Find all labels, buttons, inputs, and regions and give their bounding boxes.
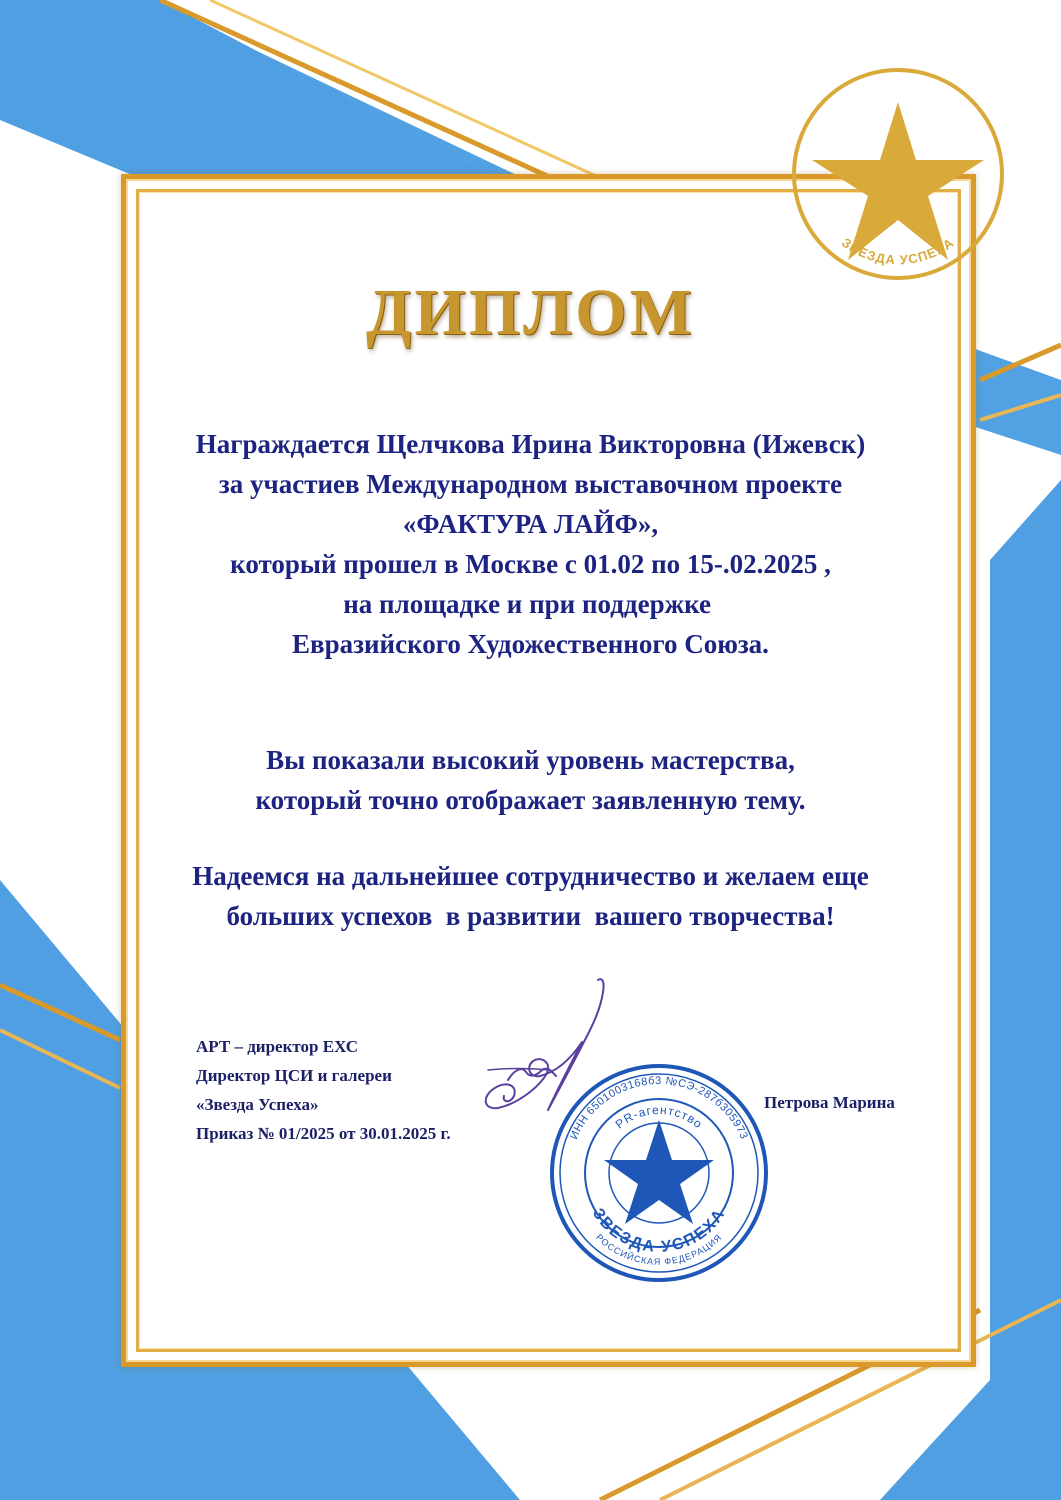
diploma-title: ДИПЛОМ: [366, 276, 695, 349]
stamp-center-text: ЗВЕЗДА УСПЕХА: [588, 1205, 730, 1256]
award-line: Евразийского Художественного Союза.: [292, 629, 769, 659]
stamp-star-icon: [604, 1120, 714, 1224]
wish-text: [0, 856, 1061, 936]
stamp-outer-text: ИНН 6501003168б3 №СЭ-287б305973: [568, 1074, 750, 1142]
award-line: Награждается Щелчкова Ирина Викторовна (Ижевск): [195, 429, 866, 459]
praise-line: Вы показали высокий уровень мастерства,: [266, 745, 795, 775]
gold-star-icon: [812, 102, 984, 260]
award-text: [0, 424, 1061, 664]
signatory-block: [196, 1032, 451, 1148]
star-emblem-logo: [788, 64, 1008, 284]
signatory-line: АРТ – директор ЕХС: [196, 1037, 358, 1056]
stamp-inner-text: PR-агентство: [612, 1102, 706, 1132]
official-stamp: [548, 1062, 770, 1284]
signatory-line: «Звезда Успеха»: [196, 1095, 319, 1114]
stamp-bottom-text: РОССИЙСКАЯ ФЕДЕРАЦИЯ: [594, 1231, 724, 1267]
wish-line: Надеемся на дальнейшее сотрудничество и желаем еще: [192, 861, 869, 891]
wish-line: больших успехов в развитии вашего творчества!: [226, 901, 835, 931]
signatory-line: Директор ЦСИ и галереи: [196, 1066, 392, 1085]
praise-line: который точно отображает заявленную тему.: [255, 785, 806, 815]
award-line: на площадке и при поддержке: [343, 589, 718, 619]
praise-text: [0, 740, 1061, 820]
svg-text:ЗВЕЗДА УСПЕХА: ЗВЕЗДА УСПЕХА: [839, 234, 957, 268]
award-line: который прошел в Москве с 01.02 по 15-.02.2025 ,: [230, 549, 831, 579]
award-line: за участиев Международном выставочном проекте: [218, 469, 843, 499]
award-line: «ФАКТУРА ЛАЙФ»,: [402, 509, 659, 539]
signatory-name: Петрова Марина: [764, 1093, 895, 1112]
signatory-line: Приказ № 01/2025 от 30.01.2025 г.: [196, 1124, 451, 1143]
